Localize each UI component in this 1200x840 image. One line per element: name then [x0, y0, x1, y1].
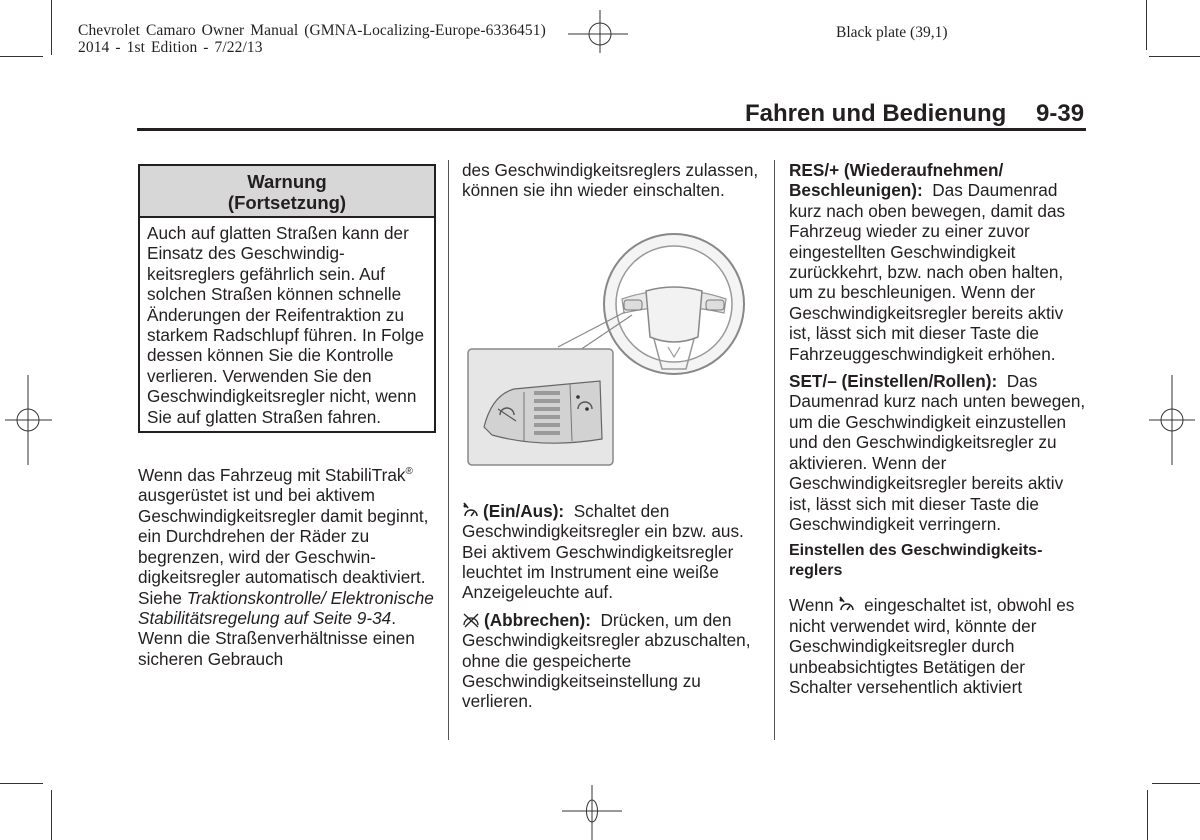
column-2 [462, 160, 767, 712]
setting-paragraph [789, 595, 1089, 697]
column-divider [774, 160, 775, 740]
crop-mark [1152, 783, 1200, 784]
set-text: Das Daumenrad kurz nach unten bewegen, um die Geschwindigkeit einzustellen und den Geschwindigkeitsregler zu aktivieren. Wenn der Geschwindigkeitsregler bereits aktiv ist, lässt sich mit dieser Taste die Geschwindigkeit verringern. [789, 371, 1090, 534]
crop-mark [51, 0, 52, 55]
res-description [789, 160, 1089, 364]
warning-title: Warnung [247, 171, 327, 192]
subheading: Einstellen des Geschwindigkeitsreglers [789, 542, 1043, 580]
control-switch-inset [468, 349, 613, 465]
edition-info: 2014 - 1st Edition - 7/22/13 [78, 39, 263, 56]
on-off-label: (Ein/Aus): [483, 500, 565, 521]
continued-paragraph: des Geschwindigkeitsreglers zulassen, können sie ihn wieder einschalten. [462, 160, 759, 201]
crop-mark [1149, 56, 1200, 57]
res-text: Das Daumenrad kurz nach oben bewegen, damit das Fahrzeug wieder zu einer zuvor eingestellten Geschwindigkeit zurückkehrt, bzw. nach oben halten, um zu beschleunigen. Wenn der Geschwindigkeitsregler bereits aktiv ist, lässt sich mit dieser Taste die Fahrzeuggeschwindigkeit erhöhen. [789, 180, 1070, 364]
crop-mark [1146, 0, 1147, 50]
on-off-description [462, 501, 767, 603]
cancel-label: (Abbrechen): [484, 609, 591, 630]
crop-mark [51, 790, 52, 840]
registration-mark-bottom [560, 785, 630, 840]
res-label: RES/+ (Wiederaufnehmen/ Beschleunigen): [789, 160, 1004, 201]
registered-mark: ® [405, 466, 413, 478]
registration-mark-right [1145, 370, 1200, 470]
paragraph-text: . Wenn die Straßenverhältnisse einen sicheren Gebrauch [138, 607, 415, 669]
set-description [789, 371, 1089, 534]
section-title: Fahren und Bedienung [745, 100, 1007, 127]
steering-wheel-illustration [462, 229, 767, 479]
warning-header [140, 166, 434, 218]
stabilitrak-paragraph [138, 465, 436, 669]
warning-subtitle: (Fortsetzung) [227, 192, 347, 213]
set-label: SET/– (Einstellen/Rollen): [789, 371, 998, 392]
on-off-text: Schaltet den Geschwindigkeitsregler ein bzw. aus. Bei aktivem Geschwindigkeitsregler leuchtet im Instrument eine weiße Anzeigeleuchte auf. [462, 500, 749, 603]
warning-box [138, 164, 436, 433]
paragraph-text: ausgerüstet ist und bei aktivem Geschwindigkeitsregler damit beginnt, ein Durchdrehen der Räder zu begrenzen, wird der Geschwindigkeitsregler automatisch deaktiviert. Siehe [138, 485, 429, 608]
cross-reference-link[interactable]: Traktionskontrolle/ Elektronische Stabilitätsregelung auf Seite 9-34 [138, 587, 434, 628]
plate-info: Black plate (39,1) [836, 24, 948, 41]
crop-mark [0, 56, 43, 57]
cancel-description [462, 610, 767, 712]
paragraph-text: eingeschaltet ist, obwohl es nicht verwendet wird, könnte der Geschwindigkeitsregler durch unbeabsichtigtes Betätigen der Schalter versehentlich aktiviert [789, 595, 1075, 697]
registration-mark-top [568, 5, 628, 53]
cruise-on-off-icon [838, 596, 856, 613]
cruise-cancel-icon [462, 611, 481, 628]
registration-mark-left [0, 370, 60, 470]
cruise-on-off-icon [462, 502, 480, 519]
paragraph-text: Wenn das Fahrzeug mit StabiliTrak [138, 465, 406, 486]
paragraph-text: Wenn [789, 595, 839, 616]
cancel-text: Drücken, um den Geschwindigkeitsregler abzuschalten, ohne die gespeicherte Geschwindigkeitseinstellung zu verlieren. [462, 609, 756, 712]
crop-mark [0, 783, 43, 784]
manual-title: Chevrolet Camaro Owner Manual (GMNA-Localizing-Europe-6336451) [78, 22, 546, 39]
column-3 [789, 160, 1089, 697]
print-header-left [78, 22, 546, 56]
steering-wheel [604, 234, 744, 374]
header-rule [137, 128, 1086, 131]
page-number: 9-39 [1036, 100, 1085, 127]
column-divider [448, 160, 449, 740]
crop-mark [1147, 790, 1148, 840]
warning-body: Auch auf glatten Straßen kann der Einsatz des Geschwindigkeitsreglers gefährlich sein. Auf solchen Straßen können schnelle Änderungen der Reifentraktion zu starkem Radschlupf führen. In Folge dessen können Sie die Kontrolle verlieren. Verwenden Sie den Geschwindigkeitsregler nicht, wenn Sie auf glatten Straßen fahren. [147, 223, 425, 427]
column-1 [138, 164, 436, 669]
